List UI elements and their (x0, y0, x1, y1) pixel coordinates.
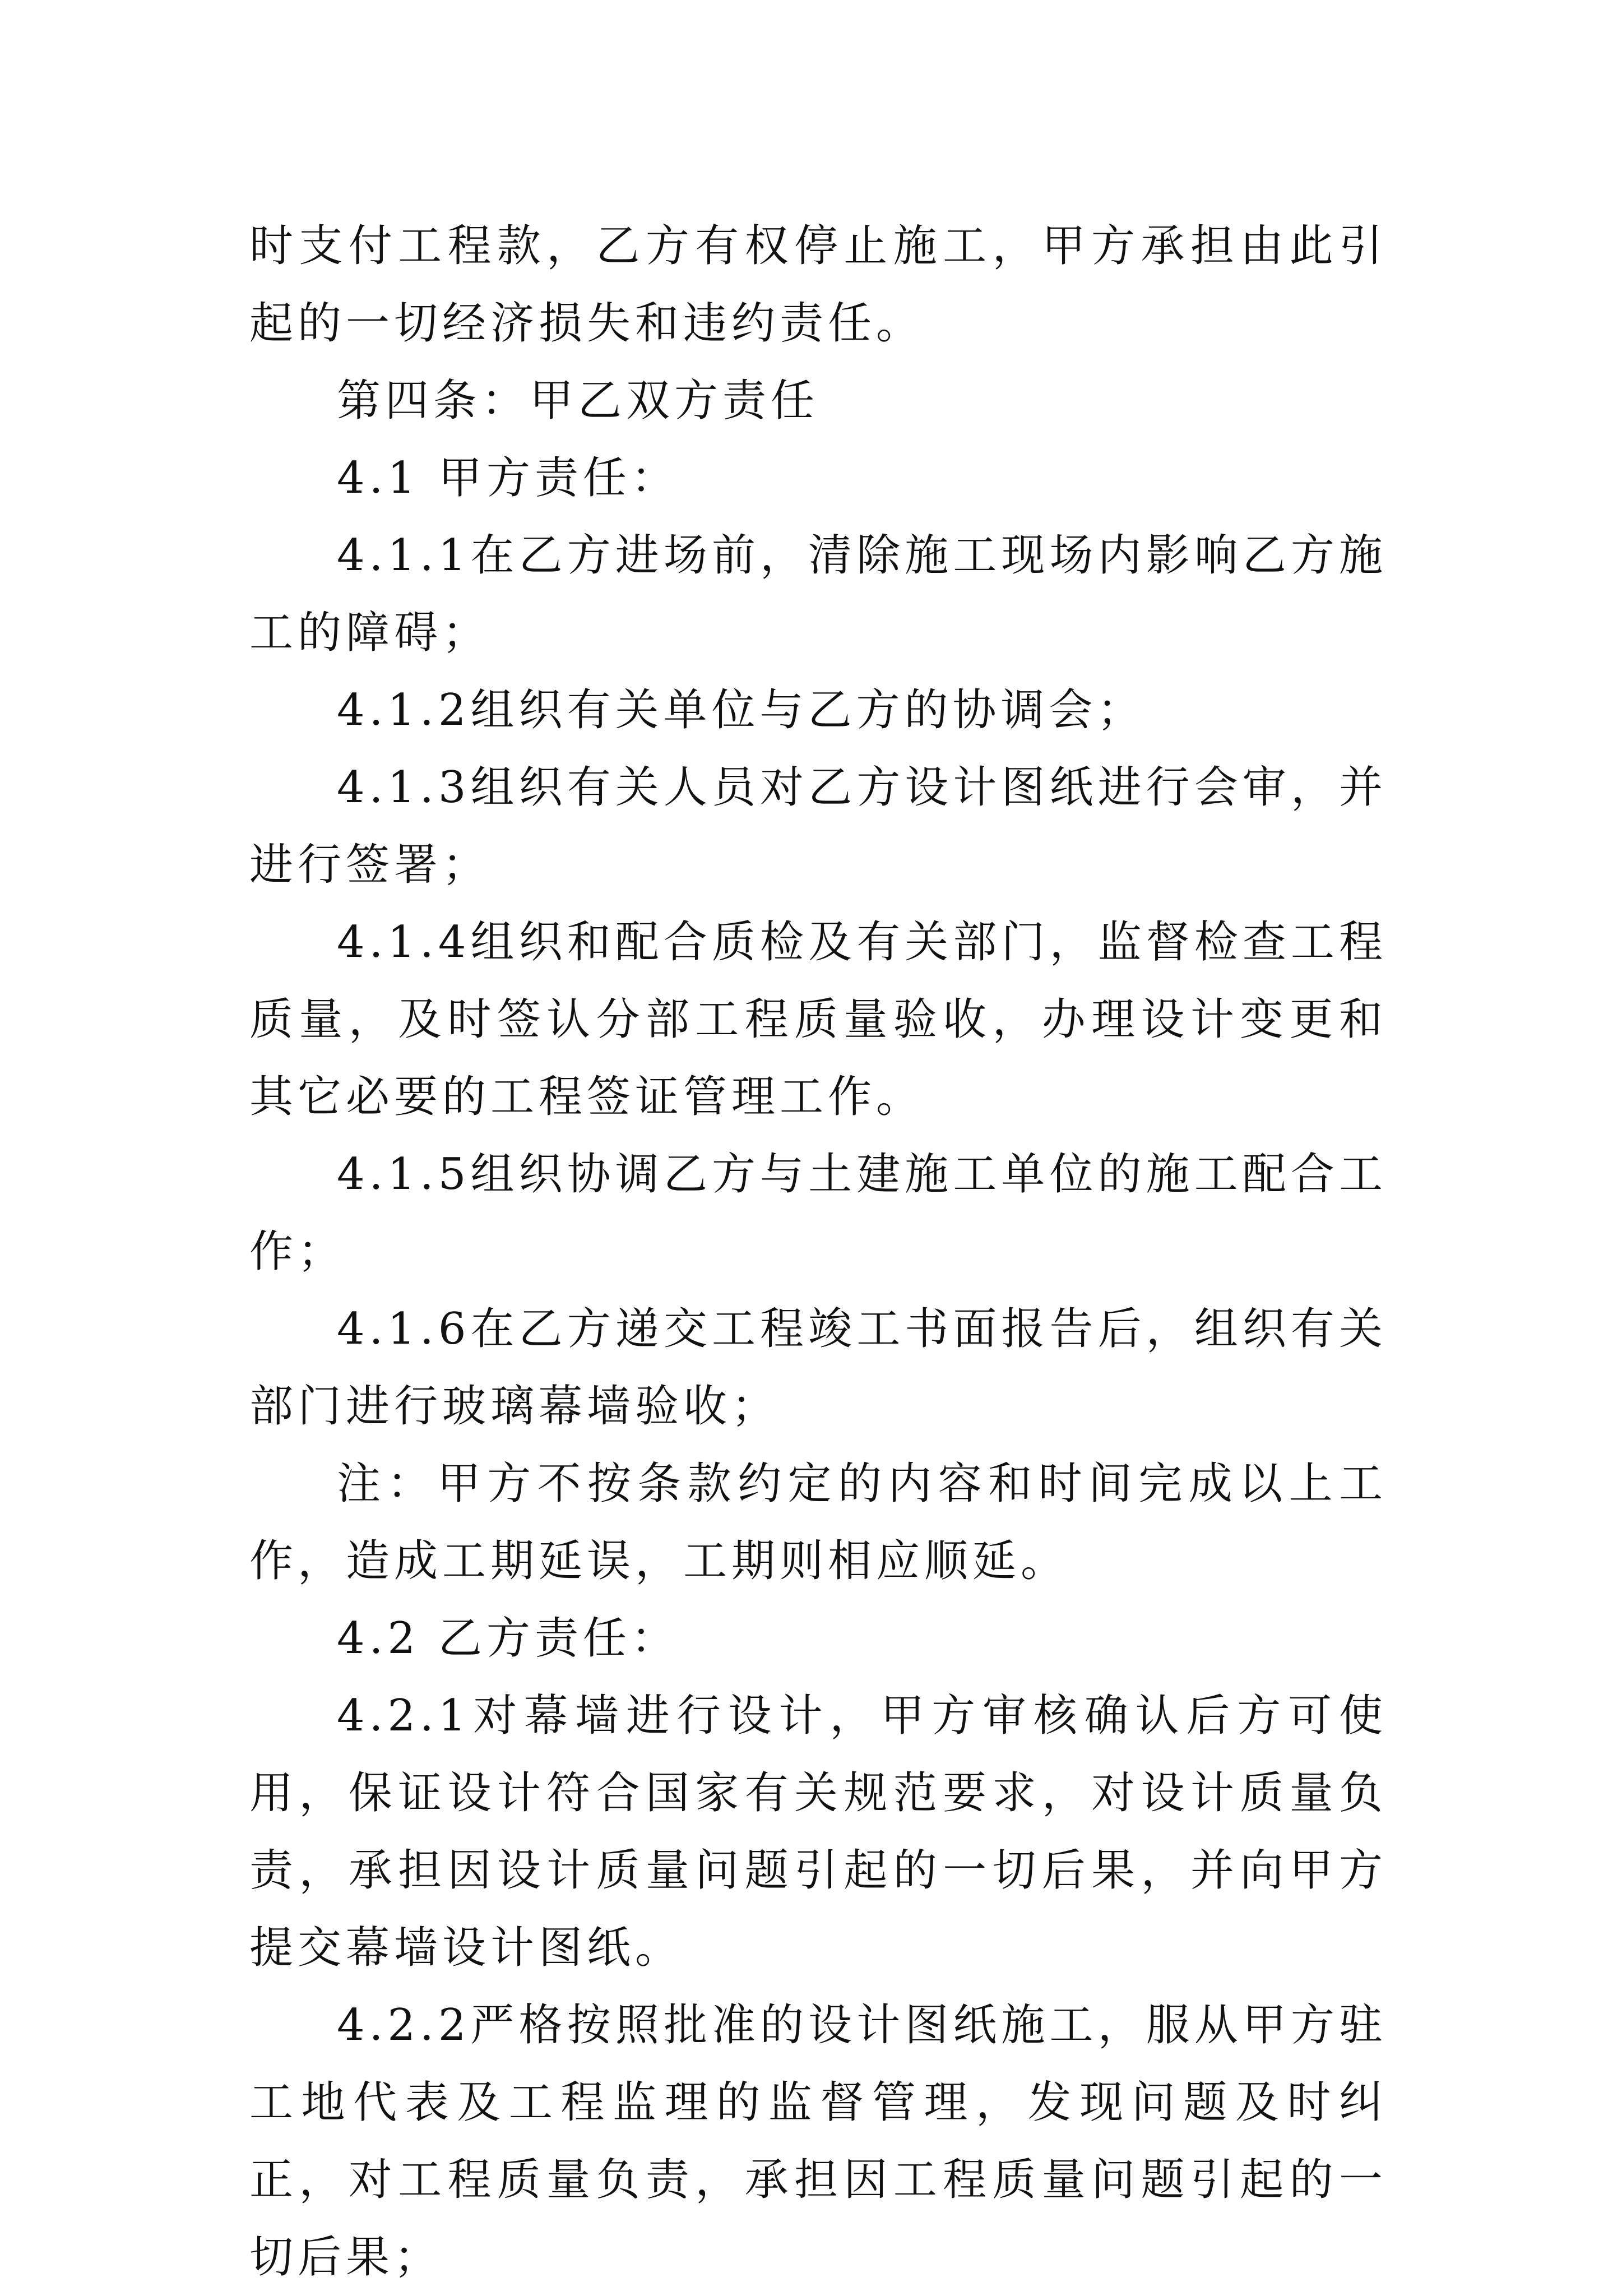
clause-4-2-2: 4.2.2严格按照批准的设计图纸施工，服从甲方驻工地代表及工程监理的监督管理，发现问题及时纠正，对工程质量负责，承担因工程质量问题引起的一切后果； (249, 2000, 1387, 2283)
section-4-1-heading: 4.1 甲方责任： (337, 453, 679, 503)
clause-4-1-3: 4.1.3组织有关人员对乙方设计图纸进行会审，并进行签署； (249, 762, 1387, 890)
document-body (249, 207, 1387, 2296)
clause-4-1-2: 4.1.2组织有关单位与乙方的协调会； (337, 685, 1146, 735)
section-4-2-heading: 4.2 乙方责任： (337, 1613, 679, 1664)
clause-4-2-1: 4.2.1对幕墙进行设计，甲方审核确认后方可使用，保证设计符合国家有关规范要求，对设计质量负责，承担因设计质量问题引起的一切后果，并向甲方提交幕墙设计图纸。 (249, 1691, 1387, 1973)
paragraph-continuation: 时支付工程款，乙方有权停止施工，甲方承担由此引起的一切经济损失和违约责任。 (249, 221, 1387, 349)
clause-4-1-6: 4.1.6在乙方递交工程竣工书面报告后，组织有关部门进行玻璃幕墙验收； (249, 1304, 1387, 1432)
clause-4-1-5: 4.1.5组织协调乙方与土建施工单位的施工配合工作； (249, 1149, 1387, 1277)
note-paragraph: 注：甲方不按条款约定的内容和时间完成以上工作，造成工期延误，工期则相应顺延。 (249, 1459, 1387, 1586)
clause-4-1-4: 4.1.4组织和配合质检及有关部门，监督检查工程质量，及时签认分部工程质量验收，办理设计变更和其它必要的工程签证管理工作。 (249, 917, 1387, 1122)
clause-4-1-1: 4.1.1在乙方进场前，清除施工现场内影响乙方施工的障碍； (249, 530, 1387, 658)
article-4-heading: 第四条：甲乙双方责任 (337, 376, 819, 426)
